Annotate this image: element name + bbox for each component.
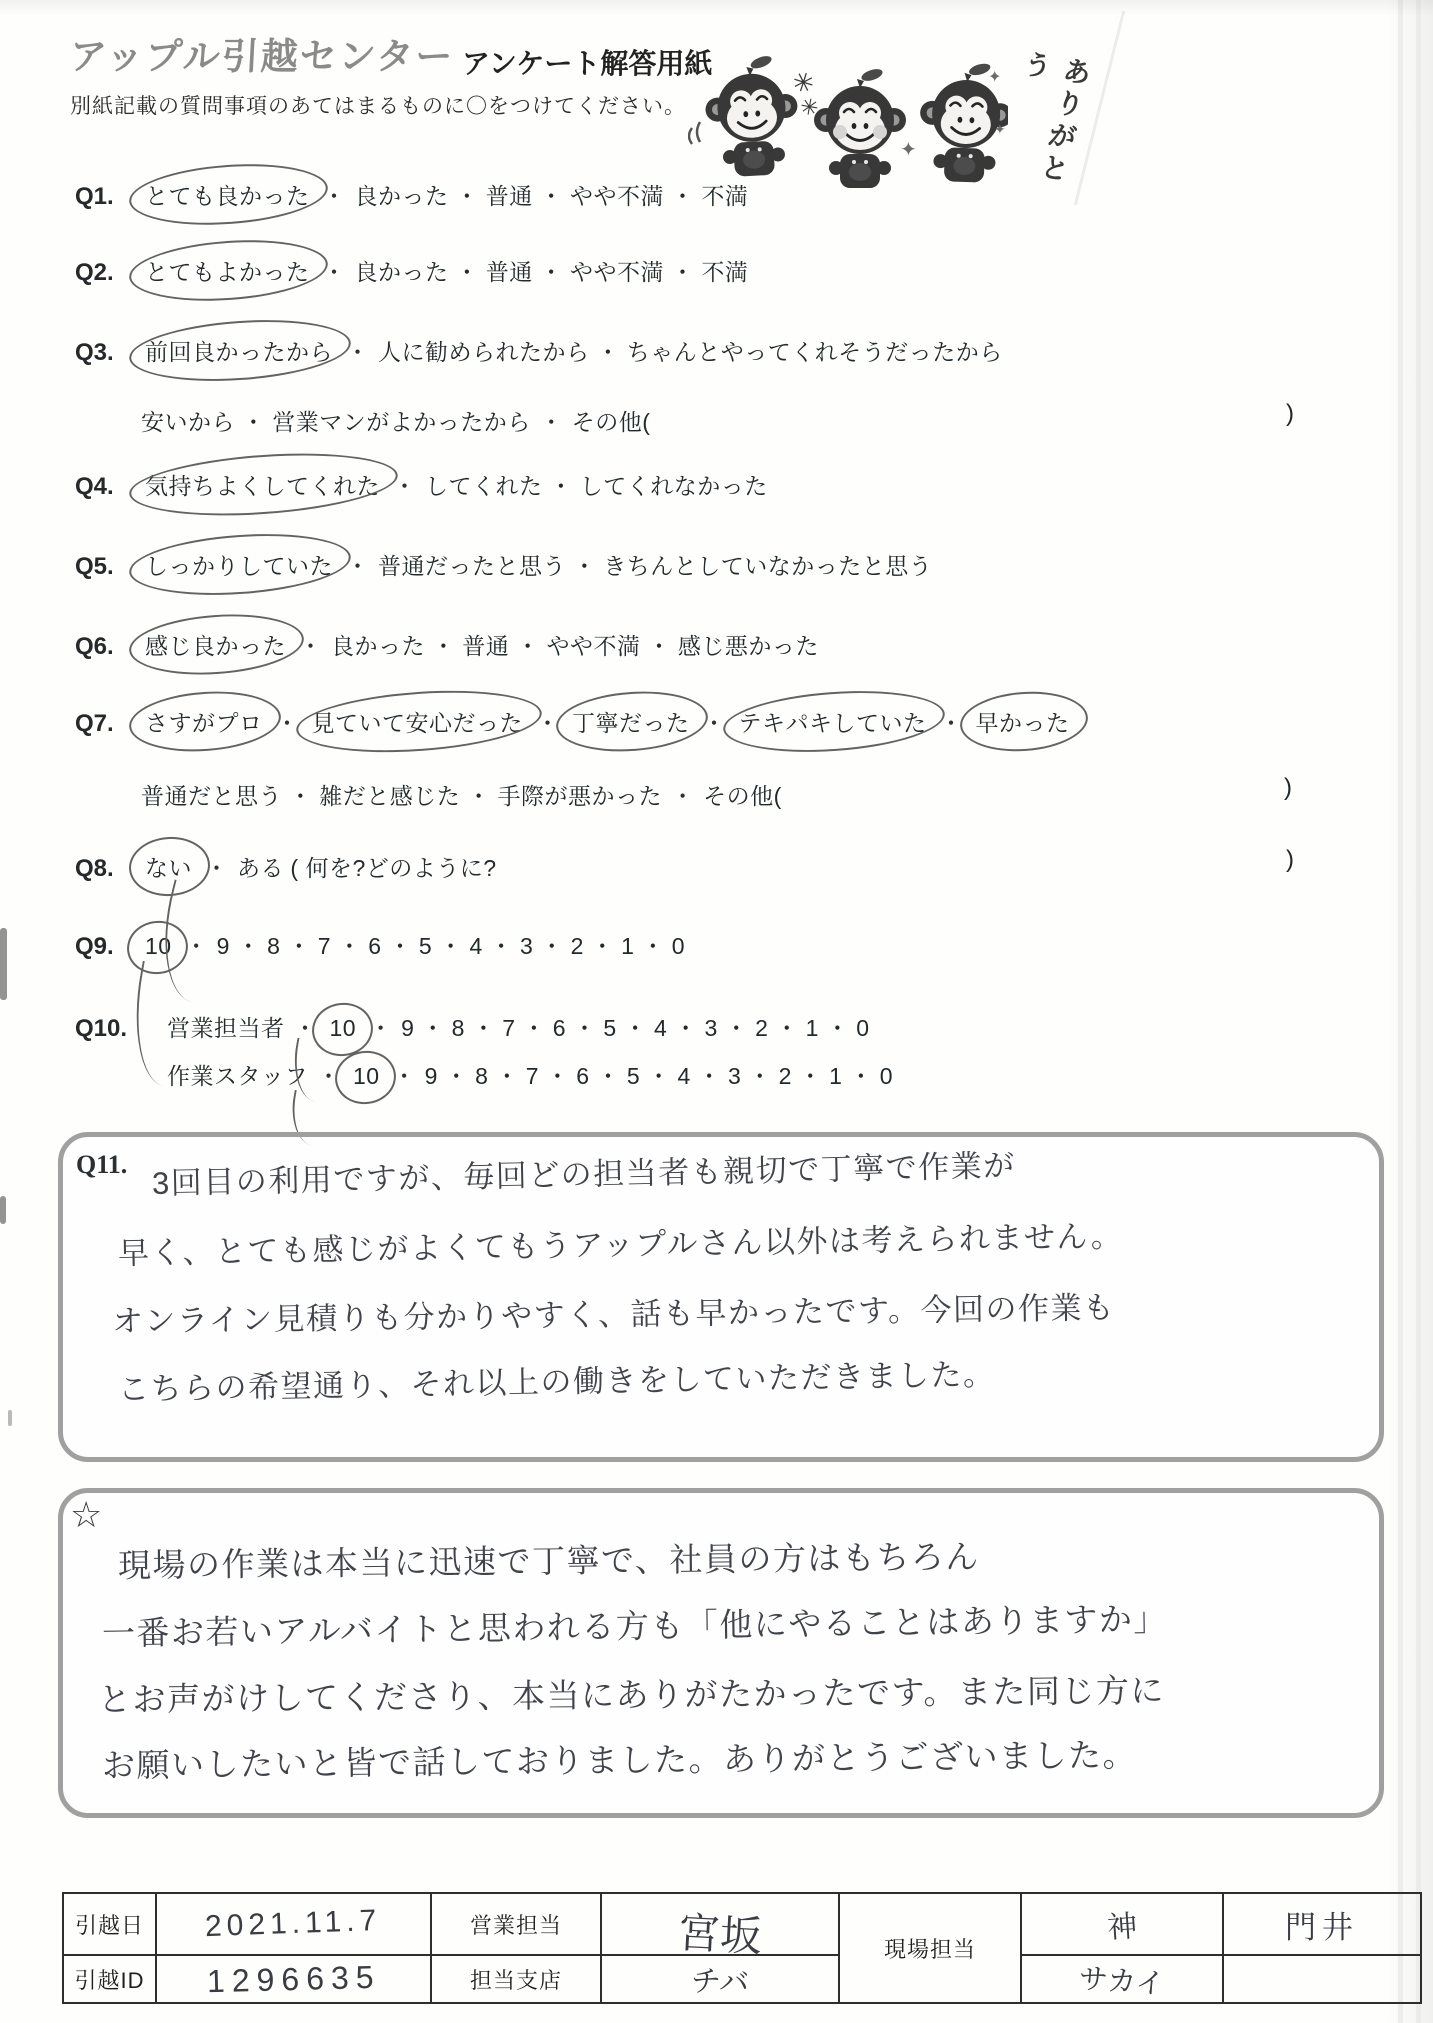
svg-text:✦: ✦ — [994, 121, 1006, 137]
q6-label: Q6. — [75, 633, 114, 660]
scan-shadow-top — [0, 0, 1433, 16]
option-separator: ・ — [536, 710, 559, 736]
site-crew-name-2: 門井 — [1223, 1893, 1421, 1955]
monkey-mascots-illustration — [688, 38, 1008, 188]
q7-close-paren: ) — [1284, 774, 1292, 801]
scan-shadow-right — [1387, 0, 1433, 2023]
q3-selected-option: 前回良かったから — [141, 334, 337, 367]
q7-other-options-line2: 普通だと思う ・ 雑だと感じた ・ 手際が悪かった — [141, 783, 663, 809]
q7-circled-option: 早かった — [972, 705, 1074, 738]
sales-rep-value: 宮坂 — [601, 1893, 839, 1955]
q10-row1-selected-score: 10 — [326, 1015, 361, 1042]
scan-smudge — [0, 928, 7, 1000]
option-separator: ・ — [369, 1015, 393, 1041]
site-crew-name-4-empty — [1223, 1955, 1421, 2003]
q1-label: Q1. — [75, 183, 114, 210]
table-row — [63, 1955, 1421, 2003]
q11-handwriting-line: オンライン見積りも分かりやすく、話も早かったです。今回の作業も — [111, 1289, 1116, 1339]
q3-other-options-line1: 人に勧められたから ・ ちゃんとやってくれそうだったから — [378, 339, 1003, 365]
q11-handwriting-line: こちらの希望通り、それ以上の働きをしていただきました。 — [117, 1356, 996, 1407]
branch-label: 担当支店 — [431, 1955, 601, 2003]
q10-row2-name: 作業スタッフ — [167, 1063, 308, 1089]
q9-other-scores: 9 ・ 8 ・ 7 ・ 6 ・ 5 ・ 4 ・ 3 ・ 2 ・ 1 ・ 0 — [216, 933, 686, 959]
option-separator: ・ — [939, 710, 963, 736]
option-separator: ・ — [322, 259, 346, 285]
question-q3-line1 — [75, 334, 1003, 367]
option-separator: ・ — [275, 710, 299, 736]
q4-other-options: してくれた ・ してくれなかった — [425, 473, 768, 499]
question-q10-row2 — [75, 1058, 893, 1091]
question-q9 — [75, 928, 685, 961]
question-q6 — [75, 628, 819, 661]
option-separator: ・ — [322, 183, 346, 209]
q10-row2-selected-score: 10 — [349, 1063, 384, 1090]
question-q10-row1 — [75, 1010, 870, 1043]
q2-selected-option: とてもよかった — [141, 254, 314, 287]
option-separator: ・ — [317, 1063, 340, 1089]
scan-smudge — [0, 1196, 6, 1224]
option-separator: ・ — [393, 473, 416, 499]
site-crew-name-3: サカイ — [1021, 1955, 1223, 2003]
option-separator: ・ — [702, 710, 726, 736]
question-q7-line2 — [75, 778, 782, 811]
q11-handwriting-line: 早く、とても感じがよくてもうアップルさん以外は考えられません。 — [117, 1218, 1124, 1271]
q9-label: Q9. — [75, 933, 114, 960]
q4-label: Q4. — [75, 473, 114, 500]
move-id-label: 引越ID — [63, 1955, 156, 2003]
q8-detail-label: ( 何を?どのように? — [290, 855, 497, 881]
q10-row1-name: 営業担当者 — [167, 1015, 285, 1041]
q7-label: Q7. — [75, 710, 114, 737]
question-q8 — [75, 850, 497, 883]
svg-text:✦: ✦ — [988, 69, 1002, 86]
site-crew-label: 現場担当 — [839, 1893, 1021, 2003]
q7-circled-option: 丁寧だった — [568, 705, 694, 738]
q1-selected-option: とても良かった — [141, 178, 314, 211]
q4-selected-option: 気持ちよくしてくれた — [141, 468, 384, 501]
option-separator: ・ — [671, 783, 695, 809]
star-icon: ☆ — [70, 1494, 103, 1535]
footer-info-table — [62, 1892, 1422, 2004]
q6-selected-option: 感じ良かった — [141, 628, 290, 661]
table-row — [63, 1893, 1421, 1955]
q3-label: Q3. — [75, 339, 114, 366]
q9-selected-score: 10 — [141, 933, 176, 960]
question-q1 — [75, 178, 748, 211]
scan-streak — [1416, 0, 1421, 2023]
thanks-handwriting: ありがとう — [1016, 48, 1095, 189]
svg-text:✳: ✳ — [788, 64, 819, 101]
q11-label: Q11. — [76, 1150, 128, 1179]
question-q7-line1 — [75, 705, 1074, 738]
question-q5 — [75, 548, 932, 581]
q10-label: Q10. — [75, 1015, 128, 1042]
q10-row1-other-scores: 9 ・ 8 ・ 7 ・ 6 ・ 5 ・ 4 ・ 3 ・ 2 ・ 1 ・ 0 — [401, 1015, 870, 1041]
q8-selected-option: ない — [141, 850, 196, 883]
q8-other-option: ある — [237, 855, 284, 881]
move-id-value: 1296635 — [156, 1955, 431, 2003]
option-separator: ・ — [184, 933, 208, 959]
question-q2 — [75, 254, 748, 287]
option-separator: ・ — [205, 855, 228, 881]
question-q3-line2 — [75, 404, 650, 437]
option-separator: ・ — [346, 553, 369, 579]
move-date-label: 引越日 — [63, 1893, 156, 1955]
q7-freeform-label: その他( — [703, 783, 782, 809]
q3-freeform-label: その他( — [571, 409, 651, 435]
q5-other-options: 普通だったと思う ・ きちんとしていなかったと思う — [378, 553, 933, 579]
question-q4 — [75, 468, 768, 501]
form-title: アンケート解答用紙 — [462, 48, 713, 79]
q7-circled-option: さすがプロ — [141, 705, 267, 738]
star-handwriting-line: 現場の作業は本当に迅速で丁寧で、社員の方はもちろん — [117, 1537, 981, 1584]
svg-text:✳: ✳ — [798, 93, 821, 121]
star-handwriting-line: とお声がけしてくださり、本当にありがたかったです。また同じ方に — [97, 1671, 1166, 1718]
option-separator: ・ — [299, 633, 322, 659]
svg-text:✦: ✦ — [900, 139, 917, 161]
q3-other-options-line2: 安いから ・ 営業マンがよかったから — [141, 409, 531, 435]
star-handwriting-line: お願いしたいと皆で話しておりました。ありがとうございました。 — [101, 1736, 1138, 1784]
q10-row2-other-scores: 9 ・ 8 ・ 7 ・ 6 ・ 5 ・ 4 ・ 3 ・ 2 ・ 1 ・ 0 — [424, 1063, 894, 1089]
q6-other-options: 良かった ・ 普通 ・ やや不満 ・ 感じ悪かった — [331, 633, 819, 659]
instruction-text: 別紙記載の質問事項のあてはまるものに〇をつけてください。 — [70, 95, 686, 118]
company-logo: アップル引越センター — [68, 36, 456, 77]
q5-selected-option: しっかりしていた — [141, 548, 337, 581]
q8-label: Q8. — [75, 855, 114, 882]
move-date-value: 2021.11.7 — [156, 1893, 431, 1955]
option-separator: ・ — [539, 409, 563, 435]
q1-other-options: 良かった ・ 普通 ・ やや不満 ・ 不満 — [354, 183, 749, 209]
site-crew-name-1: 神 — [1021, 1893, 1223, 1955]
scan-smudge — [8, 1410, 12, 1426]
q11-handwriting-line: 3回目の利用ですが、毎回どの担当者も親切で丁寧で作業が — [151, 1147, 1016, 1201]
q3-close-paren: ) — [1286, 400, 1294, 427]
q7-circled-option: テキパキしていた — [735, 705, 931, 738]
q2-other-options: 良かった ・ 普通 ・ やや不満 ・ 不満 — [354, 259, 749, 285]
sales-rep-label: 営業担当 — [431, 1893, 601, 1955]
q2-label: Q2. — [75, 259, 114, 286]
star-handwriting-line: 一番お若いアルバイトと思われる方も「他にやることはありますか」 — [101, 1600, 1169, 1652]
option-separator: ・ — [346, 339, 369, 365]
q5-label: Q5. — [75, 553, 114, 580]
option-separator: ・ — [293, 1015, 317, 1041]
branch-value: チバ — [601, 1955, 839, 2003]
q7-circled-option: 見ていて安心だった — [308, 705, 528, 738]
q8-close-paren: ) — [1286, 846, 1294, 873]
option-separator: ・ — [392, 1063, 416, 1089]
scan-streak — [1398, 0, 1403, 2023]
